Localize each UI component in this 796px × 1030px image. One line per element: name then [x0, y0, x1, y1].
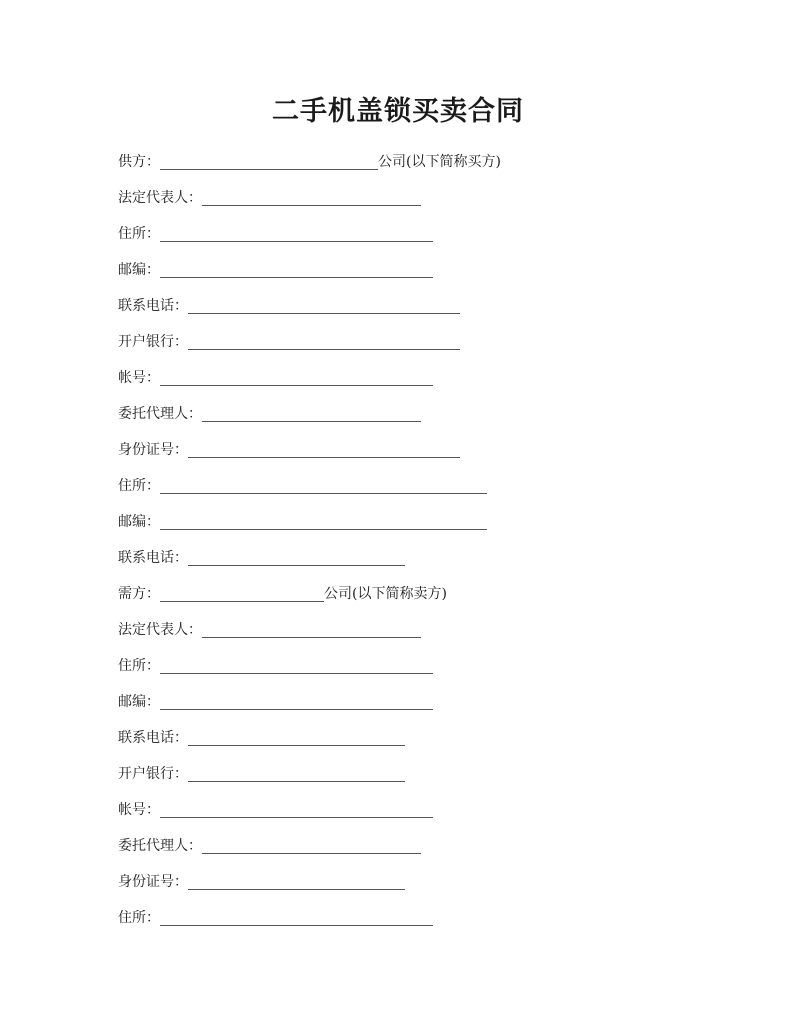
blank-fill-line[interactable] [188, 333, 460, 350]
legal-representative-row [118, 184, 421, 208]
blank-fill-line[interactable] [160, 261, 433, 278]
blank-fill-line[interactable] [160, 369, 433, 386]
id-number-row [118, 436, 460, 460]
blank-fill-line[interactable] [160, 657, 433, 674]
legal-representative-row [118, 616, 421, 640]
field-label: 邮编： [118, 262, 160, 278]
postcode-row [118, 688, 433, 712]
field-label: 委托代理人： [118, 838, 202, 854]
field-label: 身份证号： [118, 874, 188, 890]
field-label: 需方： [118, 586, 160, 602]
blank-fill-line[interactable] [188, 873, 405, 890]
field-label: 法定代表人： [118, 622, 202, 638]
address-row [118, 472, 487, 496]
postcode-row [118, 508, 487, 532]
bank-row [118, 328, 460, 352]
field-label: 联系电话： [118, 298, 188, 314]
blank-fill-line[interactable] [188, 549, 405, 566]
address-row [118, 652, 433, 676]
blank-fill-line[interactable] [188, 441, 460, 458]
field-label: 开户银行： [118, 334, 188, 350]
blank-fill-line[interactable] [188, 765, 405, 782]
field-suffix: 公司(以下简称买方) [378, 154, 501, 170]
blank-fill-line[interactable] [202, 837, 421, 854]
blank-fill-line[interactable] [188, 729, 405, 746]
field-label: 住所： [118, 910, 160, 926]
agent-row [118, 832, 421, 856]
field-label: 住所： [118, 658, 160, 674]
blank-fill-line[interactable] [160, 477, 487, 494]
agent-row [118, 400, 421, 424]
postcode-row [118, 256, 433, 280]
id-number-row [118, 868, 405, 892]
blank-fill-line[interactable] [160, 909, 433, 926]
field-label: 联系电话： [118, 730, 188, 746]
address-row [118, 220, 433, 244]
field-label: 帐号： [118, 802, 160, 818]
field-label: 开户银行： [118, 766, 188, 782]
account-row [118, 364, 433, 388]
field-label: 联系电话： [118, 550, 188, 566]
blank-fill-line[interactable] [160, 153, 378, 170]
document-title: 二手机盖锁买卖合同 [272, 96, 524, 127]
field-label: 住所： [118, 226, 160, 242]
bank-row [118, 760, 405, 784]
field-label: 委托代理人： [118, 406, 202, 422]
field-label: 供方： [118, 154, 160, 170]
field-label: 帐号： [118, 370, 160, 386]
blank-fill-line[interactable] [160, 225, 433, 242]
blank-fill-line[interactable] [160, 693, 433, 710]
blank-fill-line[interactable] [160, 513, 487, 530]
field-label: 邮编： [118, 514, 160, 530]
blank-fill-line[interactable] [202, 405, 421, 422]
field-label: 住所： [118, 478, 160, 494]
field-label: 身份证号： [118, 442, 188, 458]
blank-fill-line[interactable] [160, 585, 324, 602]
phone-row [118, 292, 460, 316]
field-label: 邮编： [118, 694, 160, 710]
phone-row [118, 724, 405, 748]
blank-fill-line[interactable] [188, 297, 460, 314]
field-label: 法定代表人： [118, 190, 202, 206]
buyer-name-row [118, 580, 447, 604]
blank-fill-line[interactable] [202, 189, 421, 206]
blank-fill-line[interactable] [160, 801, 433, 818]
phone-row [118, 544, 405, 568]
field-suffix: 公司(以下简称卖方) [324, 586, 447, 602]
blank-fill-line[interactable] [202, 621, 421, 638]
address-row [118, 904, 433, 928]
supplier-name-row [118, 148, 501, 172]
account-row [118, 796, 433, 820]
